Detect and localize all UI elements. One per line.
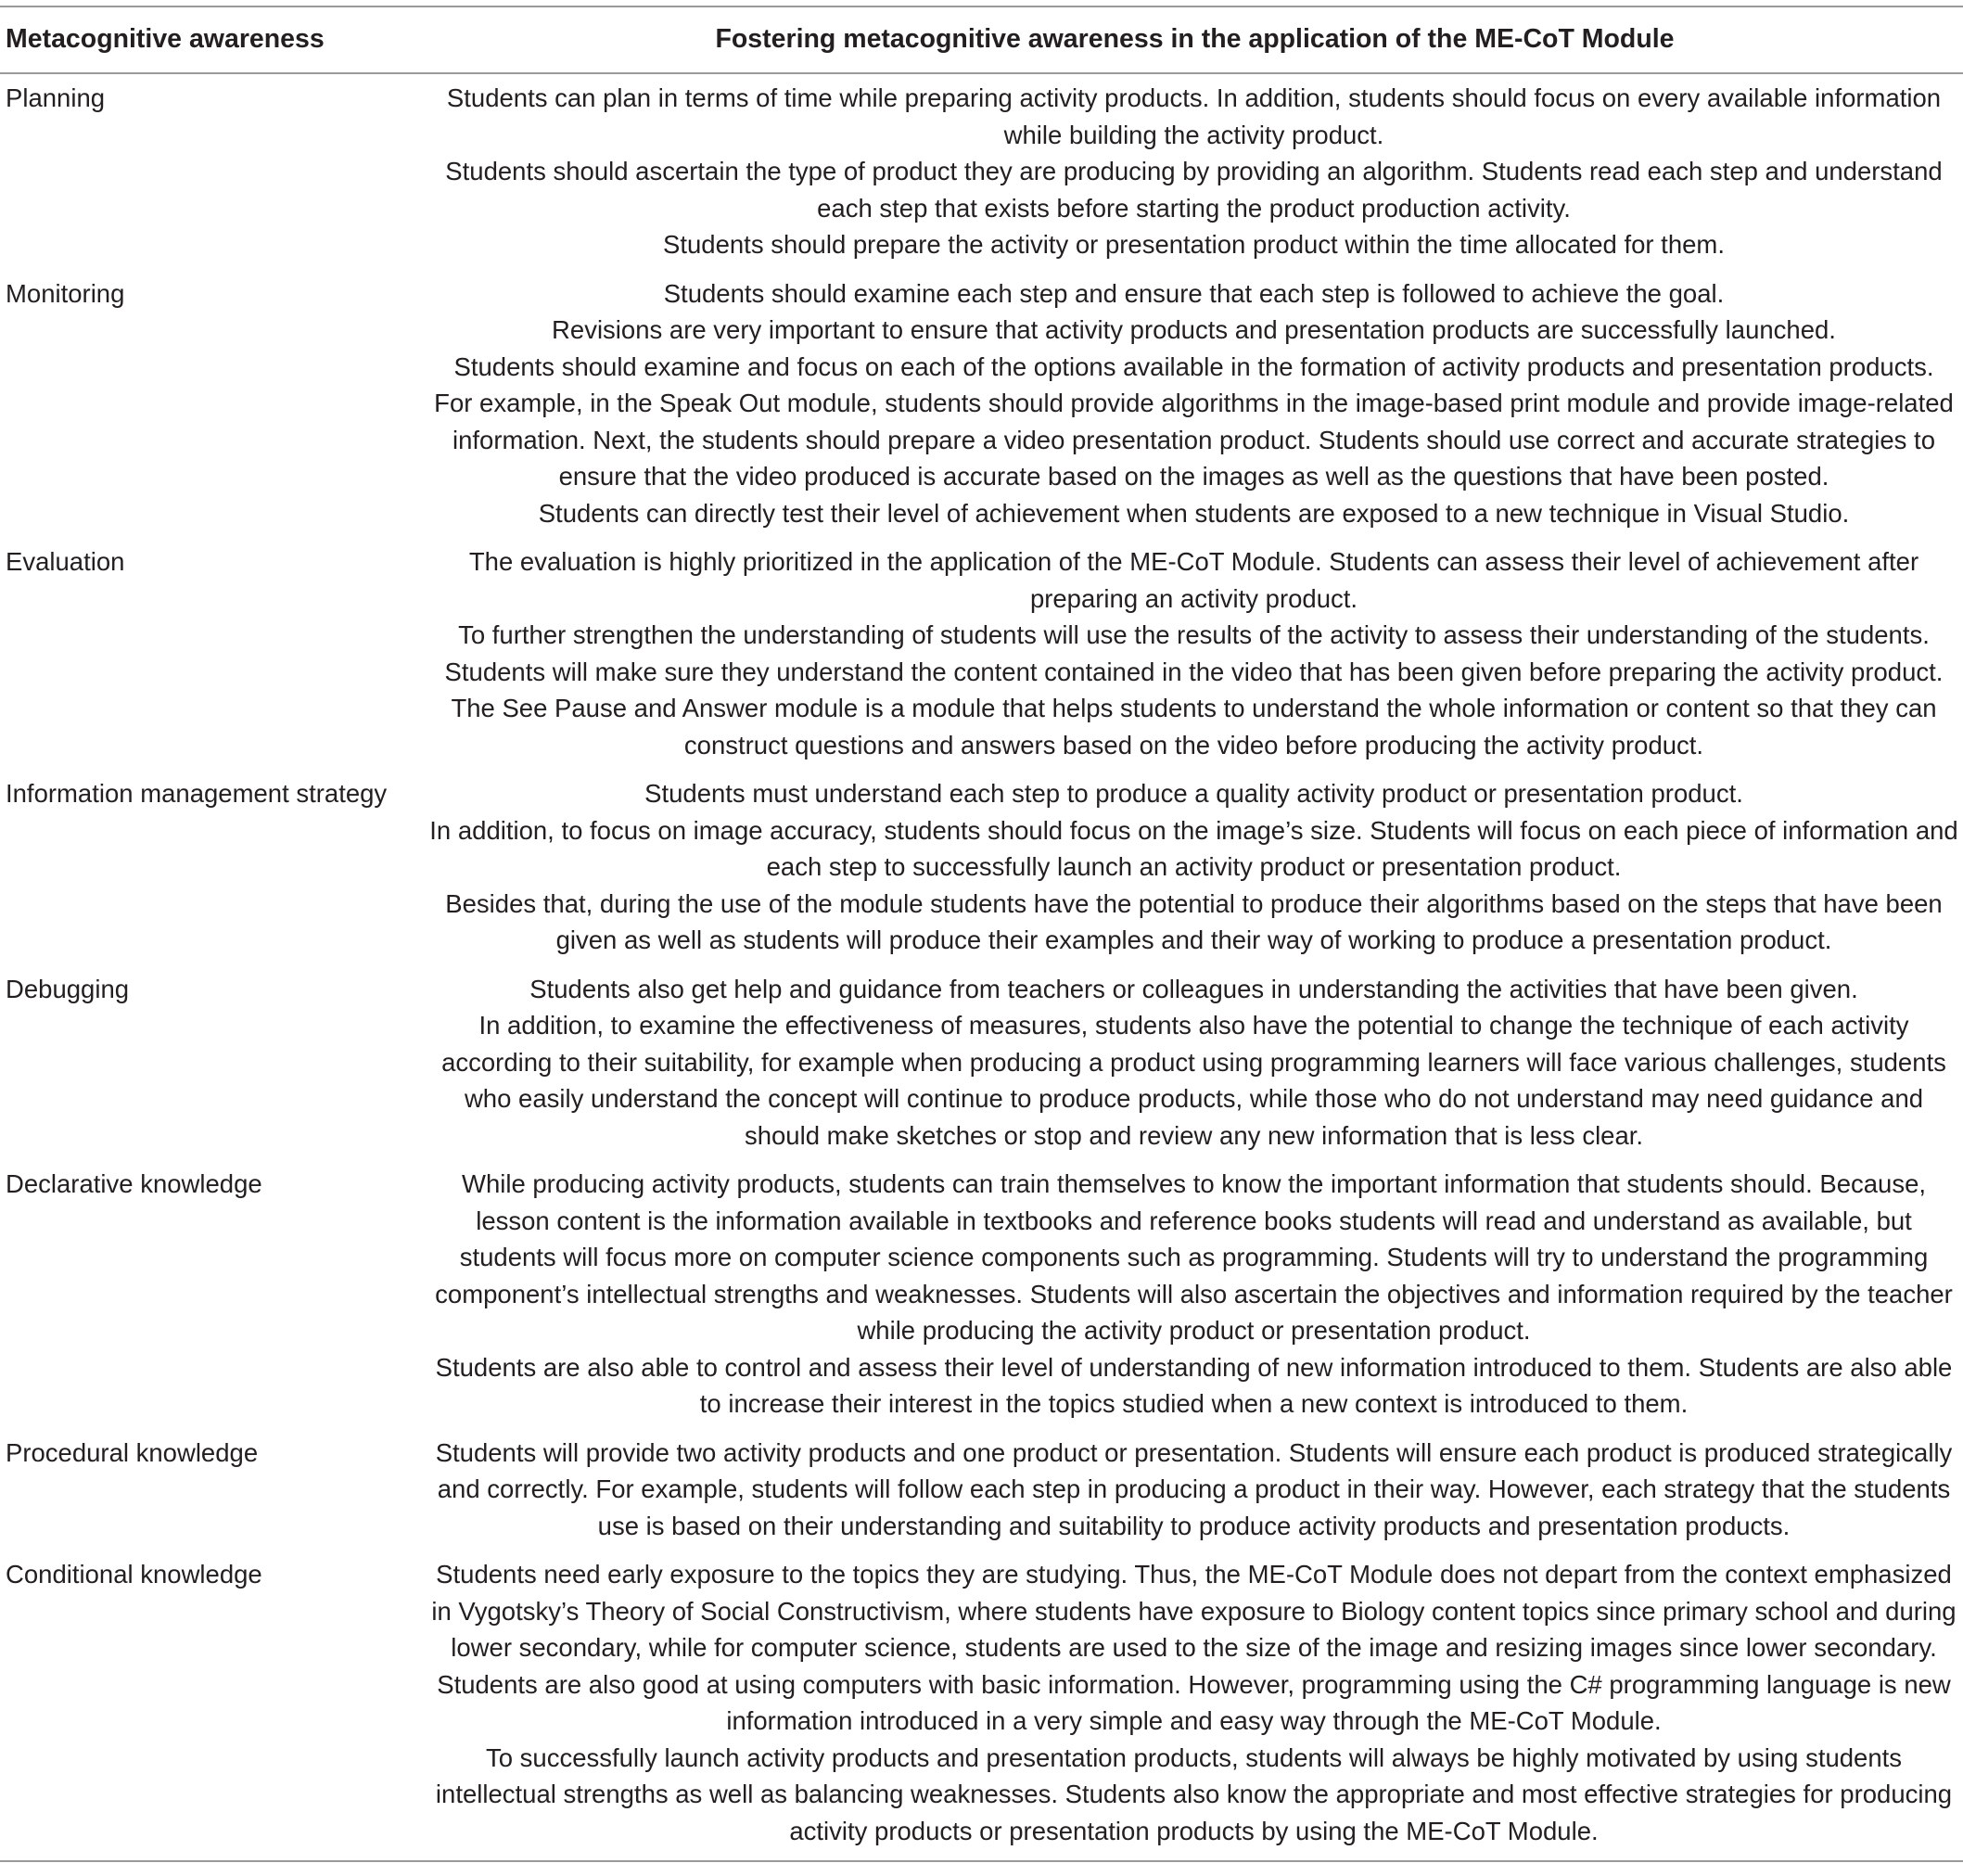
description-paragraph: Students must understand each step to produce a quality activity product or presentation product. [644, 779, 1743, 808]
table-row [0, 965, 1963, 1161]
description-cell [427, 1551, 1963, 1861]
header-row [0, 6, 1963, 73]
description-paragraph: The evaluation is highly prioritized in the application of the ME-CoT Module. Students can assess their level of achievement after preparing an activity product. [468, 547, 1919, 613]
aspect-cell: Conditional knowledge [0, 1551, 427, 1861]
description-paragraph: Besides that, during the use of the module students have the potential to produce their algorithms based on the steps that have been given as well as students will produce their examples and their way of working to produce a presentation product. [445, 888, 1943, 954]
aspect-cell: Monitoring [6, 278, 125, 308]
table-row [0, 1551, 1963, 1861]
description-cell [427, 965, 1963, 1161]
table-header [0, 6, 1963, 73]
description-paragraph: Students are also able to control and assess their level of understanding of new information introduced to them. Students are also able to increase their interest in the topics studied when a new context is introduced to them. [435, 1352, 1953, 1418]
table-row [0, 1160, 1963, 1429]
table-row [0, 770, 1963, 965]
description-cell [427, 1429, 1963, 1551]
description-paragraph: Students should ascertain the type of product they are producing by providing an algorithm. Students read each step and understand each step that exists before starting the product production activity. [445, 157, 1943, 223]
description-paragraph: To further strengthen the understanding of students will use the results of the activity to assess their understanding of the students. Students will make sure they understand the content contained in the video that has been given before preparing the activity product. The See Pause and Answer module is a module that helps students to understand the whole information or content so that they can construct questions and answers based on the video before producing the activity product. [444, 620, 1944, 759]
aspect-cell: Declarative knowledge [6, 1169, 262, 1198]
description-cell [427, 538, 1963, 770]
table-body [0, 73, 1963, 1861]
description-paragraph: To successfully launch activity products and presentation products, students will always be highly motivated by using students intellectual strengths as well as balancing weaknesses. Students also know the appropriate and most effective strategies for producing activity products or presentation products by using the ME-CoT Module. [435, 1742, 1953, 1845]
description-paragraph: Revisions are very important to ensure that activity products and presentation products are successfully launched. [552, 315, 1836, 344]
aspect-cell: Information management strategy [6, 779, 388, 808]
description-paragraph: In addition, to focus on image accuracy, students should focus on the image’s size. Students will focus on each piece of information and each step to successfully launch an activity product or presentation product. [429, 815, 1958, 881]
aspect-cell: Debugging [6, 974, 130, 1003]
description-paragraph: Students will provide two activity products and one product or presentation. Students will ensure each product is produced strategically and correctly. For example, students will follow each step in producing a product in their way. However, each strategy that the students use is based on their understanding and suitability to produce activity products and presentation products. [435, 1437, 1953, 1540]
metacognitive-awareness-table [0, 6, 1963, 1862]
header-metacognitive-awareness: Metacognitive awareness [0, 6, 427, 73]
description-paragraph: Students can plan in terms of time while preparing activity products. In addition, students should focus on every available information while building the activity product. [446, 83, 1942, 149]
aspect-cell: Evaluation [6, 547, 125, 576]
table-row [0, 538, 1963, 770]
description-cell [427, 73, 1963, 270]
table-row [0, 1429, 1963, 1551]
header-fostering-awareness: Fostering metacognitive awareness in the application of the ME-CoT Module [427, 6, 1963, 73]
description-paragraph: Students can directly test their level of achievement when students are exposed to a new technique in Visual Studio. [538, 498, 1850, 528]
table-row [0, 270, 1963, 539]
description-paragraph: Students should examine each step and ensure that each step is followed to achieve the goal. [663, 278, 1725, 308]
description-paragraph: Students should prepare the activity or presentation product within the time allocated for them. [663, 230, 1725, 259]
aspect-cell: Procedural knowledge [6, 1437, 259, 1467]
description-paragraph: While producing activity products, students can train themselves to know the important information that students should. Because, lesson content is the information available in textbooks and reference books students will read and understand as available, but students will focus more on computer science components such as programming. Students will try to understand the programming component’s intellectual strengths and weaknesses. Students will also ascertain the objectives and information required by the teacher while producing the activity product or presentation product. [435, 1169, 1953, 1345]
description-paragraph: In addition, to examine the effectiveness of measures, students also have the potential to change the technique of each activity according to their suitability, for example when producing a product using programming learners will face various challenges, students who easily understand the concept will continue to produce products, while those who do not understand may need guidance and should make sketches or stop and review any new information that is less clear. [441, 1011, 1946, 1150]
description-cell [427, 770, 1963, 965]
description-paragraph: Students also get help and guidance from teachers or colleagues in understanding the activities that have been given. [529, 974, 1858, 1003]
aspect-cell: Planning [6, 83, 106, 112]
description-cell [427, 270, 1963, 539]
description-paragraph: For example, in the Speak Out module, students should provide algorithms in the image-based print module and provide image-related information. Next, the students should prepare a video presentation product. Students should use correct and accurate strategies to ensure that the video produced is accurate based on the images as well as the questions that have been posted. [434, 389, 1954, 491]
description-cell [427, 1160, 1963, 1429]
table-row [0, 73, 1963, 270]
description-paragraph: Students should examine and focus on each of the options available in the formation of activity products and presentation products. [453, 351, 1934, 381]
description-paragraph: Students need early exposure to the topics they are studying. Thus, the ME-CoT Module does not depart from the context emphasized in Vygotsky’s Theory of Social Constructivism, where students have exposure to Biology content topics since primary school and during lower secondary, while for computer science, students are used to the size of the image and resizing images since lower secondary. Students are also good at using computers with basic information. However, programming using the C# programming language is new information introduced in a very simple and easy way through the ME-CoT Module. [431, 1560, 1957, 1735]
